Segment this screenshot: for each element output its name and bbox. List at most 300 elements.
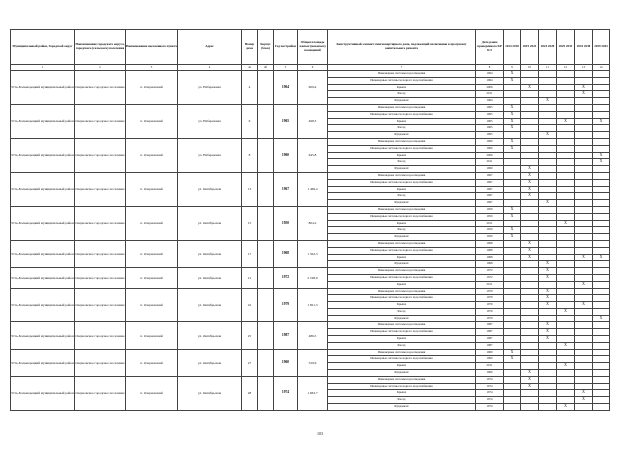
period-mark-cell (504, 302, 521, 309)
district-cell: Усть-Большерецкий муниципальный район (11, 71, 75, 105)
period-mark-cell (557, 111, 575, 118)
locality-cell: п. Озерновский (126, 138, 178, 172)
period-mark-cell (521, 91, 539, 98)
period-mark-cell (593, 404, 610, 411)
element-cell: Инженерные системы холодного водоснабжения (328, 329, 476, 336)
address-cell: ул. Октябрьская (178, 172, 242, 206)
prior-repair-date-cell: 1979 (476, 308, 504, 315)
period-mark-cell (504, 247, 521, 254)
period-mark-cell: X (593, 118, 610, 125)
period-mark-cell (504, 240, 521, 247)
period-mark-cell: X (593, 152, 610, 159)
period-mark-cell (504, 98, 521, 105)
area-cell: 609,4 (298, 71, 328, 105)
period-mark-cell (539, 111, 557, 118)
period-mark-cell: X (539, 302, 557, 309)
district-cell: Усть-Большерецкий муниципальный район (11, 206, 75, 240)
period-mark-cell (504, 179, 521, 186)
period-mark-cell: X (557, 308, 575, 315)
period-mark-cell: X (504, 125, 521, 132)
period-mark-cell (593, 145, 610, 152)
district-cell: Усть-Большерецкий муниципальный район (11, 138, 75, 172)
prior-repair-date-cell: 1960 (476, 349, 504, 356)
period-mark-cell: X (575, 302, 593, 309)
address-cell: ул. Набережная (178, 104, 242, 138)
period-mark-cell (593, 295, 610, 302)
settlement-cell: Озерновское городское поселение (75, 240, 126, 267)
period-mark-cell (557, 295, 575, 302)
period-mark-cell (504, 295, 521, 302)
period-mark-cell (521, 363, 539, 370)
address-cell: ул. Октябрьская (178, 288, 242, 322)
table-row (11, 322, 610, 329)
period-mark-cell (557, 336, 575, 343)
header-cell: Общая площадь жилых (нежилых) помещений (298, 30, 328, 65)
column-number: 1 (11, 65, 75, 71)
area-cell: 1 502,3 (298, 240, 328, 267)
period-mark-cell (575, 71, 593, 78)
settlement-cell: Озерновское городское поселение (75, 138, 126, 172)
column-number: 4б (258, 65, 274, 71)
period-mark-cell (504, 159, 521, 166)
period-mark-cell (557, 247, 575, 254)
period-mark-cell (504, 193, 521, 200)
period-mark-cell (593, 281, 610, 288)
prior-repair-date-cell: 1974 (476, 383, 504, 390)
prior-repair-date-cell: 1967 (476, 172, 504, 179)
district-cell: Усть-Большерецкий муниципальный район (11, 322, 75, 349)
header-cell: Конструктивный элемент многоквартирного дома, подлежащий включению в программу капитального ремонта (328, 30, 476, 65)
element-cell: Фасад (328, 125, 476, 132)
element-cell: Инженерные системы водоотведения (328, 288, 476, 295)
period-mark-cell (539, 206, 557, 213)
header-row (11, 30, 610, 65)
element-cell: Крыша (328, 152, 476, 159)
period-mark-cell: X (575, 91, 593, 98)
district-cell: Усть-Большерецкий муниципальный район (11, 268, 75, 288)
house-number-cell: 15 (242, 206, 258, 240)
element-cell: Инженерные системы водоотведения (328, 104, 476, 111)
period-mark-cell (521, 227, 539, 234)
header-cell: Корпус (блок) (258, 30, 274, 65)
period-mark-cell: X (557, 363, 575, 370)
prior-repair-date-cell: 1964 (476, 77, 504, 84)
period-mark-cell: X (593, 254, 610, 261)
period-mark-cell (593, 363, 610, 370)
element-cell: Инженерные системы холодного водоснабжения (328, 179, 476, 186)
period-mark-cell (504, 404, 521, 411)
table-body (11, 71, 610, 411)
period-mark-cell (539, 152, 557, 159)
period-mark-cell: X (575, 254, 593, 261)
locality-cell: п. Озерновский (126, 172, 178, 206)
document-page (10, 29, 609, 411)
element-cell: Крыша (328, 336, 476, 343)
period-mark-cell (593, 179, 610, 186)
period-mark-cell (575, 268, 593, 275)
period-mark-cell (539, 77, 557, 84)
period-mark-cell (575, 111, 593, 118)
period-mark-cell (539, 104, 557, 111)
block-cell (258, 206, 274, 240)
period-mark-cell (539, 118, 557, 125)
period-mark-cell (539, 84, 557, 91)
column-number: 3 (126, 65, 178, 71)
period-mark-cell: X (504, 111, 521, 118)
period-mark-cell (575, 227, 593, 234)
period-mark-cell (521, 397, 539, 404)
period-mark-cell (557, 91, 575, 98)
column-number: 12 (557, 65, 575, 71)
period-mark-cell (504, 186, 521, 193)
header-cell: Наименование населенного пункта (126, 30, 178, 65)
period-mark-cell (557, 138, 575, 145)
period-mark-cell (557, 84, 575, 91)
period-mark-cell (575, 404, 593, 411)
element-cell: Инженерные системы водоотведения (328, 206, 476, 213)
prior-repair-date-cell: 2011 (476, 91, 504, 98)
area-cell: 1 821,3 (298, 288, 328, 322)
area-cell: 529,6 (298, 349, 328, 376)
house-number-cell: 6 (242, 104, 258, 138)
prior-repair-date-cell: 1987 (476, 329, 504, 336)
period-mark-cell (539, 220, 557, 227)
period-mark-cell (539, 308, 557, 315)
period-mark-cell (539, 166, 557, 173)
house-number-cell: 21 (242, 268, 258, 288)
period-mark-cell (539, 363, 557, 370)
period-mark-cell: X (539, 274, 557, 281)
period-mark-cell (521, 213, 539, 220)
build-year-cell: 1965 (274, 104, 298, 138)
prior-repair-date-cell: 1987 (476, 322, 504, 329)
period-mark-cell (575, 329, 593, 336)
house-number-cell: 17 (242, 240, 258, 267)
settlement-cell: Озерновское городское поселение (75, 71, 126, 105)
period-mark-cell (539, 315, 557, 322)
element-cell: Инженерные системы водоотведения (328, 138, 476, 145)
period-mark-cell (575, 213, 593, 220)
period-mark-cell: X (539, 98, 557, 105)
period-mark-cell (593, 166, 610, 173)
prior-repair-date-cell: 1979 (476, 302, 504, 309)
period-mark-cell (593, 227, 610, 234)
build-year-cell: 1974 (274, 376, 298, 410)
element-cell: Фасад (328, 342, 476, 349)
period-mark-cell (557, 370, 575, 377)
period-mark-cell (575, 274, 593, 281)
period-mark-cell (593, 349, 610, 356)
element-cell: Фундамент (328, 404, 476, 411)
district-cell: Усть-Большерецкий муниципальный район (11, 349, 75, 376)
period-mark-cell (557, 179, 575, 186)
period-mark-cell (504, 383, 521, 390)
period-mark-cell: X (504, 71, 521, 78)
period-mark-cell (539, 376, 557, 383)
element-cell: Инженерные системы холодного водоснабжения (328, 274, 476, 281)
address-cell: ул. Октябрьская (178, 268, 242, 288)
period-mark-cell (557, 254, 575, 261)
table-row (11, 376, 610, 383)
period-mark-cell: X (539, 261, 557, 268)
period-mark-cell (504, 91, 521, 98)
header-cell: 2024 2028 (539, 30, 557, 65)
period-mark-cell: X (504, 234, 521, 241)
period-mark-cell (593, 220, 610, 227)
header-cell: 2039 2043 (593, 30, 610, 65)
period-mark-cell (539, 179, 557, 186)
period-mark-cell (575, 193, 593, 200)
prior-repair-date-cell: 1967 (476, 186, 504, 193)
page-number: 103 (317, 431, 323, 436)
period-mark-cell (557, 125, 575, 132)
period-mark-cell (557, 152, 575, 159)
settlement-cell: Озерновское городское поселение (75, 268, 126, 288)
address-cell: ул. Октябрьская (178, 349, 242, 376)
period-mark-cell (575, 98, 593, 105)
period-mark-cell (575, 363, 593, 370)
period-mark-cell (504, 274, 521, 281)
period-mark-cell (593, 104, 610, 111)
header-cell: 2034 2038 (575, 30, 593, 65)
period-mark-cell (521, 125, 539, 132)
period-mark-cell: X (521, 370, 539, 377)
period-mark-cell (504, 166, 521, 173)
address-cell: ул. Октябрьская (178, 240, 242, 267)
prior-repair-date-cell: 1968 (476, 261, 504, 268)
prior-repair-date-cell: 1960 (476, 356, 504, 363)
block-cell (258, 349, 274, 376)
locality-cell: п. Озерновский (126, 349, 178, 376)
period-mark-cell (521, 404, 539, 411)
period-mark-cell (504, 132, 521, 139)
prior-repair-date-cell: 1974 (476, 390, 504, 397)
table-row (11, 104, 610, 111)
locality-cell: п. Озерновский (126, 240, 178, 267)
period-mark-cell (557, 315, 575, 322)
period-mark-cell (575, 336, 593, 343)
period-mark-cell (557, 376, 575, 383)
period-mark-cell (575, 166, 593, 173)
period-mark-cell (593, 370, 610, 377)
column-number: 2 (75, 65, 126, 71)
element-cell: Крыша (328, 281, 476, 288)
period-mark-cell: X (521, 179, 539, 186)
element-cell: Фасад (328, 193, 476, 200)
period-mark-cell (504, 200, 521, 207)
period-mark-cell (593, 186, 610, 193)
period-mark-cell (504, 254, 521, 261)
element-cell: Инженерные системы холодного водоснабжения (328, 295, 476, 302)
address-cell: ул. Октябрьская (178, 322, 242, 349)
period-mark-cell (504, 220, 521, 227)
period-mark-cell (593, 342, 610, 349)
column-number: 6 (298, 65, 328, 71)
header-cell: 2029 2033 (557, 30, 575, 65)
period-mark-cell (557, 383, 575, 390)
period-mark-cell (575, 370, 593, 377)
element-cell: Крыша (328, 390, 476, 397)
period-mark-cell (521, 118, 539, 125)
period-mark-cell (557, 132, 575, 139)
period-mark-cell (575, 349, 593, 356)
table-row (11, 172, 610, 179)
period-mark-cell: X (539, 336, 557, 343)
period-mark-cell (557, 281, 575, 288)
locality-cell: п. Озерновский (126, 268, 178, 288)
area-cell: 645,8 (298, 138, 328, 172)
block-cell (258, 138, 274, 172)
period-mark-cell (521, 138, 539, 145)
element-cell: Крыша (328, 118, 476, 125)
block-cell (258, 322, 274, 349)
period-mark-cell (575, 295, 593, 302)
table-row (11, 268, 610, 275)
period-mark-cell (593, 84, 610, 91)
period-mark-cell: X (504, 77, 521, 84)
build-year-cell: 1979 (274, 288, 298, 322)
period-mark-cell (593, 288, 610, 295)
period-mark-cell (593, 111, 610, 118)
period-mark-cell (557, 193, 575, 200)
element-cell: Инженерные системы водоотведения (328, 71, 476, 78)
period-mark-cell (593, 329, 610, 336)
period-mark-cell (557, 268, 575, 275)
header-cell: Год постройки (274, 30, 298, 65)
settlement-cell: Озерновское городское поселение (75, 104, 126, 138)
period-mark-cell: X (539, 295, 557, 302)
block-cell (258, 71, 274, 105)
block-cell (258, 268, 274, 288)
period-mark-cell (575, 125, 593, 132)
period-mark-cell: X (575, 390, 593, 397)
locality-cell: п. Озерновский (126, 322, 178, 349)
period-mark-cell (557, 227, 575, 234)
settlement-cell: Озерновское городское поселение (75, 349, 126, 376)
header-cell: Муниципальный район, Городской округ (11, 30, 75, 65)
column-number: 9 (504, 65, 521, 71)
period-mark-cell (575, 322, 593, 329)
prior-repair-date-cell: 1987 (476, 342, 504, 349)
period-mark-cell (575, 104, 593, 111)
period-mark-cell (557, 261, 575, 268)
period-mark-cell (539, 342, 557, 349)
period-mark-cell (575, 152, 593, 159)
period-mark-cell (504, 376, 521, 383)
address-cell: ул. Набережная (178, 138, 242, 172)
prior-repair-date-cell: 2011 (476, 281, 504, 288)
period-mark-cell (539, 138, 557, 145)
period-mark-cell (593, 132, 610, 139)
block-cell (258, 172, 274, 206)
house-number-cell: 22 (242, 288, 258, 322)
house-number-cell: 4 (242, 71, 258, 105)
header-cell: Наименование городского округа, городского (сельского) поселения (75, 30, 126, 65)
period-mark-cell (539, 404, 557, 411)
period-mark-cell (521, 98, 539, 105)
period-mark-cell (504, 329, 521, 336)
prior-repair-date-cell: 1950 (476, 206, 504, 213)
period-mark-cell (575, 118, 593, 125)
build-year-cell: 1950 (274, 206, 298, 240)
period-mark-cell (539, 370, 557, 377)
period-mark-cell (557, 234, 575, 241)
period-mark-cell (521, 71, 539, 78)
block-cell (258, 240, 274, 267)
prior-repair-date-cell: 1979 (476, 288, 504, 295)
element-cell: Фасад (328, 397, 476, 404)
period-mark-cell (539, 349, 557, 356)
period-mark-cell (593, 200, 610, 207)
element-cell: Инженерные системы холодного водоснабжения (328, 247, 476, 254)
prior-repair-date-cell: 1967 (476, 193, 504, 200)
prior-repair-date-cell: 2011 (476, 220, 504, 227)
period-mark-cell (575, 172, 593, 179)
element-cell: Крыша (328, 254, 476, 261)
header-cell: Номер дома (242, 30, 258, 65)
prior-repair-date-cell: 1964 (476, 71, 504, 78)
block-cell (258, 104, 274, 138)
element-cell: Крыша (328, 220, 476, 227)
period-mark-cell: X (521, 254, 539, 261)
period-mark-cell (593, 268, 610, 275)
period-mark-cell (539, 71, 557, 78)
capital-repair-table (10, 29, 610, 411)
period-mark-cell: X (557, 220, 575, 227)
settlement-cell: Озерновское городское поселение (75, 288, 126, 322)
period-mark-cell (504, 84, 521, 91)
element-cell: Фундамент (328, 98, 476, 105)
prior-repair-date-cell: 1950 (476, 234, 504, 241)
address-cell: ул. Набережная (178, 71, 242, 105)
period-mark-cell (521, 288, 539, 295)
prior-repair-date-cell: 1965 (476, 111, 504, 118)
district-cell: Усть-Большерецкий муниципальный район (11, 240, 75, 267)
period-mark-cell (575, 145, 593, 152)
period-mark-cell (521, 274, 539, 281)
element-cell: Фундамент (328, 166, 476, 173)
table-row (11, 206, 610, 213)
period-mark-cell (557, 349, 575, 356)
period-mark-cell: X (504, 356, 521, 363)
prior-repair-date-cell: 1974 (476, 376, 504, 383)
prior-repair-date-cell: 1967 (476, 200, 504, 207)
prior-repair-date-cell: 1979 (476, 295, 504, 302)
column-number: 8 (476, 65, 504, 71)
prior-repair-date-cell: 2011 (476, 159, 504, 166)
element-cell: Фасад (328, 91, 476, 98)
address-cell: ул. Октябрьская (178, 376, 242, 410)
element-cell: Крыша (328, 84, 476, 91)
period-mark-cell: X (504, 145, 521, 152)
period-mark-cell (575, 220, 593, 227)
period-mark-cell (521, 295, 539, 302)
period-mark-cell (539, 172, 557, 179)
period-mark-cell (521, 111, 539, 118)
period-mark-cell (539, 247, 557, 254)
period-mark-cell (521, 308, 539, 315)
house-number-cell: 25 (242, 322, 258, 349)
period-mark-cell (521, 390, 539, 397)
element-cell: Инженерные системы холодного водоснабжения (328, 111, 476, 118)
period-mark-cell (521, 268, 539, 275)
period-mark-cell (539, 234, 557, 241)
period-mark-cell: X (521, 193, 539, 200)
locality-cell: п. Озерновский (126, 206, 178, 240)
period-mark-cell: X (539, 322, 557, 329)
period-mark-cell (539, 397, 557, 404)
period-mark-cell (504, 370, 521, 377)
